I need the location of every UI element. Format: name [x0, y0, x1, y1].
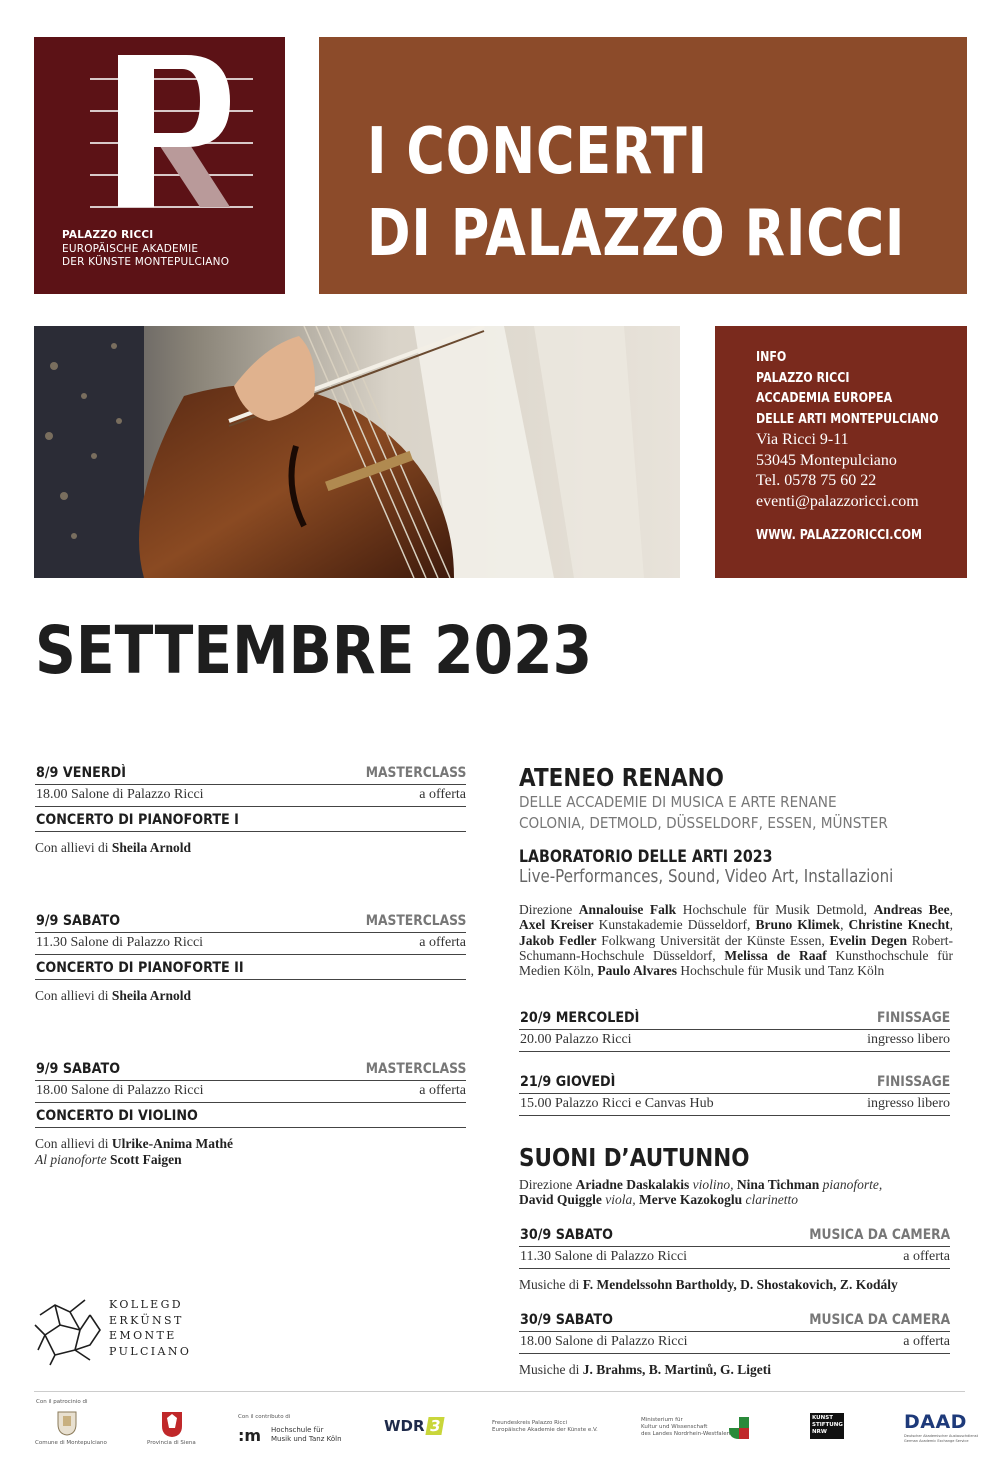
event-time-place: 11.30 Salone di Palazzo Ricci — [520, 1249, 688, 1264]
event-time-place: 11.30 Salone di Palazzo Ricci — [36, 935, 204, 950]
cello-photo — [34, 326, 680, 578]
ateneo-subtitle-2: COLONIA, DETMOLD, DÜSSELDORF, ESSEN, MÜNSTER — [519, 814, 888, 832]
event-type: FINISSAGE — [876, 1074, 950, 1090]
sponsor-divider — [34, 1391, 965, 1392]
event-price: a offerta — [419, 787, 466, 802]
event-music: Musiche di F. Mendelssohn Bartholdy, D. Shostakovich, Z. Kodály — [519, 1277, 898, 1292]
event-price: ingresso libero — [867, 1032, 950, 1047]
hfmt-logo-icon — [238, 1426, 268, 1444]
logo-box — [34, 37, 285, 294]
event-date: 30/9 SABATO — [520, 1227, 613, 1243]
event-block — [519, 1008, 950, 1052]
kollegd-line-2: ERKÜNST — [109, 1313, 184, 1327]
title-line-1: I CONCERTI — [367, 115, 708, 189]
title-line-2: DI PALAZZO RICCI — [367, 197, 906, 271]
provincia-crest-icon — [160, 1410, 184, 1438]
patronage-label: Con il patrocinio di — [36, 1399, 88, 1405]
comune-label: Comune di Montepulciano — [35, 1440, 107, 1446]
event-block — [35, 763, 466, 856]
logo-line-1: PALAZZO RICCI — [62, 229, 154, 241]
event-date: 9/9 SABATO — [36, 913, 121, 929]
nrw-crest-icon — [728, 1416, 750, 1440]
kollegd-text — [109, 1297, 191, 1359]
event-date: 21/9 GIOVEDÌ — [520, 1074, 616, 1090]
event-time-place: 18.00 Salone di Palazzo Ricci — [520, 1334, 688, 1349]
info-website[interactable]: WWW. PALAZZORICCI.COM — [756, 528, 923, 543]
event-type: MASTERCLASS — [365, 1061, 466, 1077]
event-time-place: 18.00 Salone di Palazzo Ricci — [36, 1083, 204, 1098]
contributo-label: Con il contributo di — [238, 1414, 291, 1420]
ateneo-title: ATENEO RENANO — [519, 763, 724, 792]
info-org-line-1: PALAZZO RICCI — [756, 370, 850, 386]
event-price: a offerta — [903, 1334, 950, 1349]
event-date: 20/9 MERCOLEDÌ — [520, 1010, 640, 1026]
info-org-line-3: DELLE ARTI MONTEPULCIANO — [756, 411, 939, 427]
ateneo-direzione: Direzione Annalouise Falk Hochschule für Musik Detmold, Andreas Bee, Axel Kreiser Kunstakademie Düsseldorf, Bruno Klimek, Christine Knecht, Jakob Fedler Folkwang Universität der Künste Essen, Evelin Degen Robert-Schumann-Hochschule Düsseldorf, Melissa de Raaf Kunsthochschule für Medien Köln, Paulo Alvares Hochschule für Musik und Tanz Köln — [519, 902, 953, 979]
info-city: 53045 Montepulciano — [756, 451, 897, 469]
info-heading: INFO — [756, 350, 787, 365]
event-type: MUSICA DA CAMERA — [809, 1312, 950, 1328]
info-address: Via Ricci 9-11 — [756, 431, 849, 448]
logo-line-2: EUROPÄISCHE AKADEMIE — [62, 242, 199, 255]
comune-crest-icon — [56, 1410, 78, 1436]
event-date: 9/9 SABATO — [36, 1061, 121, 1077]
info-box — [715, 326, 967, 578]
event-price: ingresso libero — [867, 1096, 950, 1111]
event-time-place: 18.00 Salone di Palazzo Ricci — [36, 787, 204, 802]
freundeskreis-label: Freundeskreis Palazzo Ricci Europäische Akademie der Künste e.V. — [492, 1420, 598, 1433]
event-price: a offerta — [419, 935, 466, 950]
event-price: a offerta — [419, 1083, 466, 1098]
lab-title: LABORATORIO DELLE ARTI 2023 — [519, 847, 773, 866]
event-time-place: 20.00 Palazzo Ricci — [520, 1032, 632, 1047]
ministerium-label: Ministerium für Kultur und Wissenschaft des Landes Nordrhein-Westfalen — [641, 1417, 731, 1437]
event-block — [35, 1059, 466, 1168]
suoni-title: SUONI D’AUTUNNO — [519, 1143, 750, 1172]
event-block — [35, 911, 466, 1004]
event-block — [519, 1225, 950, 1293]
event-music: Musiche di J. Brahms, B. Martinů, G. Ligeti — [519, 1362, 771, 1377]
daad-logo: DAAD — [904, 1411, 967, 1433]
event-date: 8/9 VENERDÌ — [36, 765, 127, 781]
event-block — [519, 1310, 950, 1378]
suoni-direzione: Direzione Ariadne Daskalakis violino, Nina Tichman pianoforte, David Quiggle viola, Merve Kazokoglu clarinetto — [519, 1177, 883, 1208]
event-type: FINISSAGE — [876, 1010, 950, 1026]
provincia-label: Provincia di Siena — [147, 1440, 196, 1446]
kollegd-line-3: EMONTE — [109, 1329, 177, 1342]
event-type: MASTERCLASS — [365, 765, 466, 781]
event-time-place: 15.00 Palazzo Ricci e Canvas Hub — [520, 1096, 714, 1111]
month-heading: SETTEMBRE 2023 — [35, 612, 593, 689]
info-phone: Tel. 0578 75 60 22 — [756, 472, 877, 489]
svg-text::m: :m — [238, 1426, 262, 1444]
logo-line-3: DER KÜNSTE MONTEPULCIANO — [62, 256, 230, 268]
wdr-logo: WDR 3 — [384, 1417, 443, 1435]
ateneo-subtitle-1: DELLE ACCADEMIE DI MUSICA E ARTE RENANE — [519, 793, 837, 811]
event-block — [519, 1072, 950, 1116]
title-box — [319, 37, 967, 294]
event-date: 30/9 SABATO — [520, 1312, 613, 1328]
event-type: MASTERCLASS — [365, 913, 466, 929]
event-title: CONCERTO DI VIOLINO — [36, 1108, 198, 1124]
palazzo-ricci-r-logo — [90, 55, 260, 230]
event-title: CONCERTO DI PIANOFORTE II — [36, 960, 244, 976]
lab-subtitle: Live-Performances, Sound, Video Art, Installazioni — [519, 867, 894, 887]
kollegd-line-1: KOLLEGD — [109, 1298, 183, 1311]
event-note: Con allievi di Ulrike-Anima Mathé Al pianoforte Scott Faigen — [35, 1136, 233, 1167]
kollegd-line-4: PULCIANO — [109, 1344, 192, 1358]
daad-sub: Deutscher Akademischer Austauschdienst German Academic Exchange Service — [904, 1434, 978, 1443]
logo-text — [62, 229, 229, 270]
hfmt-label: Hochschule für Musik und Tanz Köln — [271, 1426, 342, 1443]
event-type: MUSICA DA CAMERA — [809, 1227, 950, 1243]
cello-illustration — [34, 326, 680, 578]
event-note: Con allievi di Sheila Arnold — [35, 840, 192, 855]
info-email[interactable]: eventi@palazzoricci.com — [756, 492, 919, 510]
event-note: Con allievi di Sheila Arnold — [35, 988, 192, 1003]
kunststiftung-logo: KUNST STIFTUNG NRW — [810, 1413, 844, 1439]
event-title: CONCERTO DI PIANOFORTE I — [36, 812, 239, 828]
info-org-line-2: ACCADEMIA EUROPEA — [756, 391, 893, 406]
event-price: a offerta — [903, 1249, 950, 1264]
